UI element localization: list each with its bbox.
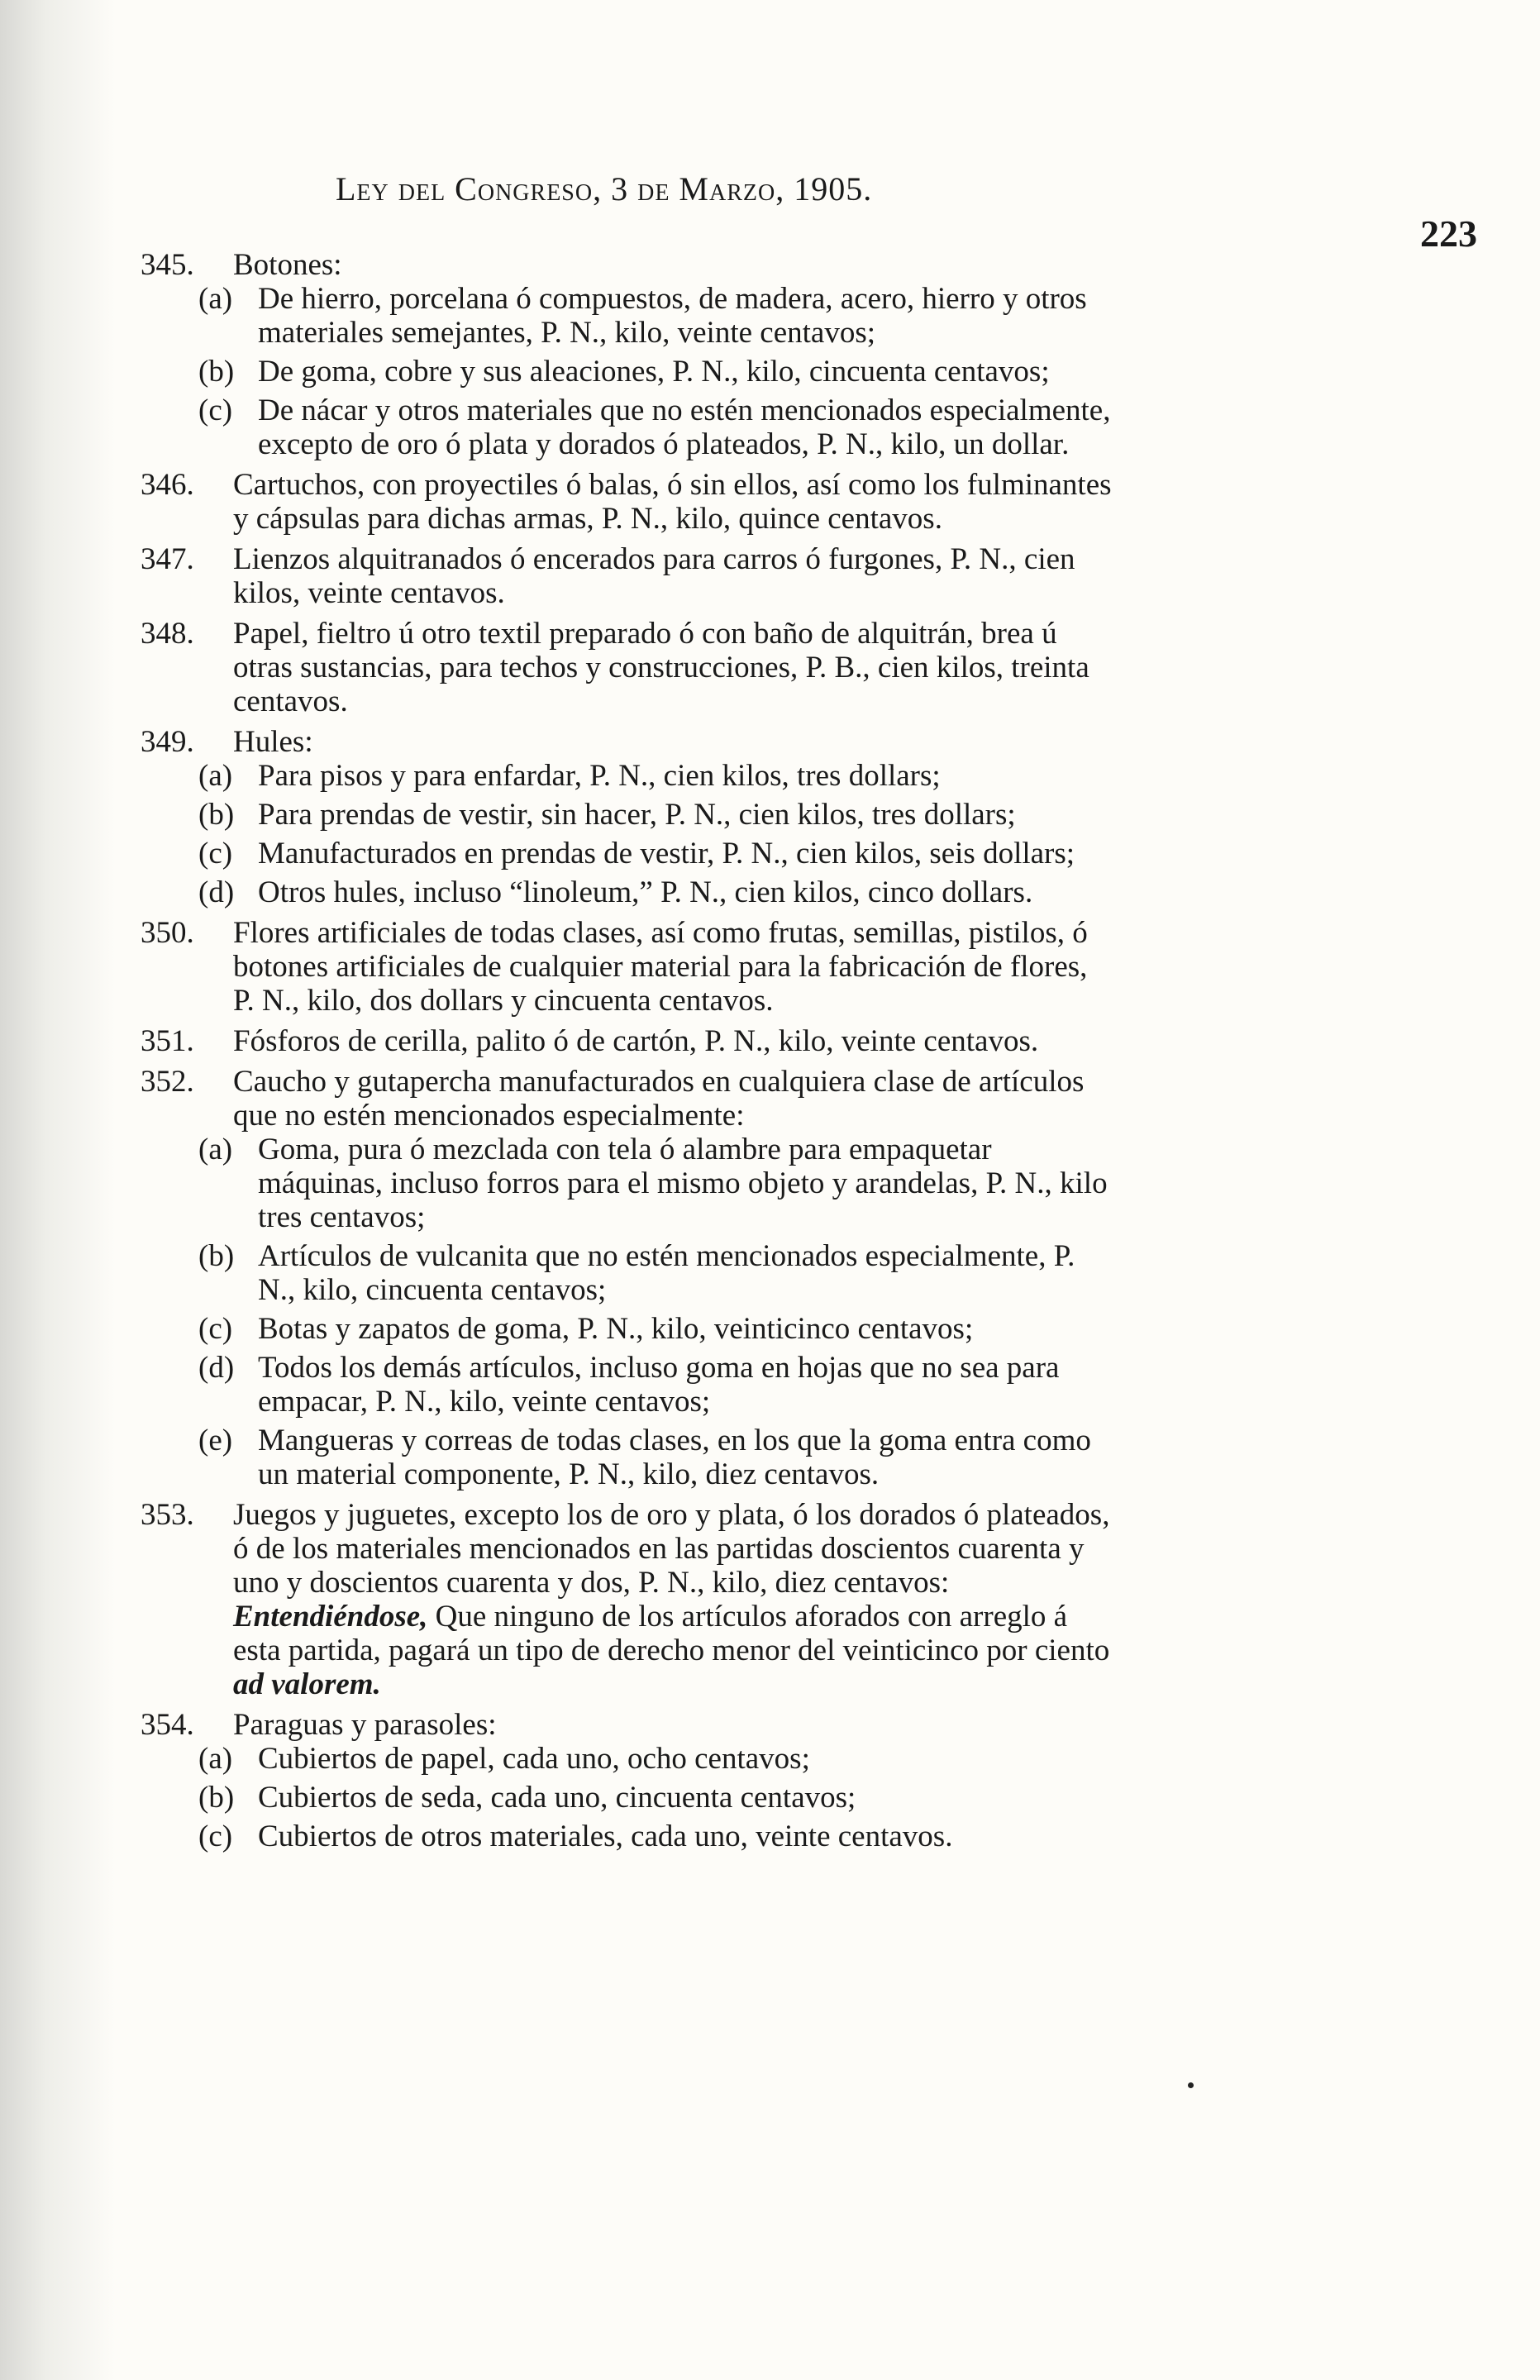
subitem-b: (b) Cubiertos de seda, cada uno, cincuenta centavos; (198, 1781, 856, 1815)
running-header: Ley del Congreso, 3 de Marzo, 1905. (336, 170, 873, 207)
entry-text: Cartuchos, con proyectiles ó balas, ó sin ellos, así como los fulminantes y cápsulas para dichas armas, P. N., kilo, quince centavos. (233, 468, 1112, 536)
subitem-c: (c) De nácar y otros materiales que no estén mencionados especialmente, excepto de oro ó plata y dorados ó plateados, P. N., kilo, un dollar. (198, 393, 1111, 461)
entry-number: 352. (141, 1065, 194, 1099)
page-number: 223 (1420, 212, 1477, 255)
entry-text: Papel, fieltro ú otro textil preparado ó con baño de alquitrán, brea ú otras sustancias, para techos y construcciones, P. B., cien kilos, treinta centavos. (233, 617, 1089, 718)
entry-text: Lienzos alquitranados ó encerados para carros ó furgones, P. N., cien kilos, veinte centavos. (233, 542, 1075, 610)
entry-heading: Hules: (233, 725, 313, 759)
entry-number: 354. (141, 1708, 194, 1742)
entry-heading: Botones: (233, 248, 342, 282)
subitem-b: (b) Para prendas de vestir, sin hacer, P. N., cien kilos, tres dollars; (198, 798, 1016, 832)
subitem-c: (c) Cubiertos de otros materiales, cada uno, veinte centavos. (198, 1820, 953, 1853)
latin-term: ad valorem. (233, 1667, 381, 1701)
emphasis-proviso: Entendiéndose, (233, 1600, 428, 1634)
subitem-b: (b) Artículos de vulcanita que no estén mencionados especialmente, P. N., kilo, cincuenta centavos; (198, 1239, 1075, 1307)
subitem-a: (a) Cubiertos de papel, cada uno, ocho centavos; (198, 1742, 810, 1776)
subitem-a: (a) Para pisos y para enfardar, P. N., cien kilos, tres dollars; (198, 759, 941, 793)
document-body (141, 248, 1116, 1860)
entry-number: 348. (141, 617, 194, 651)
entry-text: Flores artificiales de todas clases, así como frutas, semillas, pistilos, ó botones artificiales de cualquier material para la fabricación de flores, P. N., kilo, dos dollars y cincuenta centavos. (233, 916, 1088, 1018)
entry-number: 345. (141, 248, 194, 282)
subitem-c: (c) Botas y zapatos de goma, P. N., kilo, veinticinco centavos; (198, 1312, 974, 1346)
entry-heading: Caucho y gutapercha manufacturados en cualquiera clase de artículos que no estén mencionados especialmente: (233, 1065, 1085, 1133)
entry-number: 349. (141, 725, 194, 759)
entry-350 (141, 916, 1116, 1018)
subitem-d: (d) Otros hules, incluso “linoleum,” P. N., cien kilos, cinco dollars. (198, 875, 1033, 909)
subitem-c: (c) Manufacturados en prendas de vestir, P. N., cien kilos, seis dollars; (198, 837, 1075, 870)
entry-348 (141, 617, 1116, 718)
subitem-b: (b) De goma, cobre y sus aleaciones, P. N., kilo, cincuenta centavos; (198, 355, 1050, 389)
entry-text-continued: Que ninguno de los artículos aforados con arreglo á esta partida, pagará un tipo de derecho menor del veinticinco por ciento (233, 1600, 1110, 1667)
entry-346 (141, 468, 1116, 536)
scan-shadow (0, 0, 116, 2380)
entry-number: 350. (141, 916, 194, 950)
ink-speck (1188, 2082, 1194, 2088)
entry-349 (141, 725, 1116, 909)
entry-number: 351. (141, 1024, 194, 1058)
entry-353 (141, 1498, 1116, 1701)
entry-352 (141, 1065, 1116, 1491)
subitem-d: (d) Todos los demás artículos, incluso goma en hojas que no sea para empacar, P. N., kilo, veinte centavos; (198, 1351, 1060, 1419)
entry-heading: Paraguas y parasoles: (233, 1708, 497, 1742)
entry-351 (141, 1024, 1116, 1058)
subitem-a: (a) De hierro, porcelana ó compuestos, de madera, acero, hierro y otros materiales semejantes, P. N., kilo, veinte centavos; (198, 282, 1087, 350)
entry-number: 347. (141, 542, 194, 576)
entry-347 (141, 542, 1116, 610)
subitem-a: (a) Goma, pura ó mezclada con tela ó alambre para empaquetar máquinas, incluso forros para el mismo objeto y arandelas, P. N., kilo tres centavos; (198, 1133, 1108, 1234)
entry-text: Juegos y juguetes, excepto los de oro y plata, ó los dorados ó plateados, ó de los materiales mencionados en las partidas doscientos cuarenta y uno y doscientos cuarenta y dos, P. N., kilo, diez centavos: (233, 1498, 1110, 1600)
entry-text: Fósforos de cerilla, palito ó de cartón, P. N., kilo, veinte centavos. (233, 1024, 1039, 1058)
entry-number: 353. (141, 1498, 194, 1532)
entry-354 (141, 1708, 1116, 1853)
subitem-e: (e) Mangueras y correas de todas clases, en los que la goma entra como un material componente, P. N., kilo, diez centavos. (198, 1424, 1091, 1491)
entry-number: 346. (141, 468, 194, 502)
entry-345 (141, 248, 1116, 461)
